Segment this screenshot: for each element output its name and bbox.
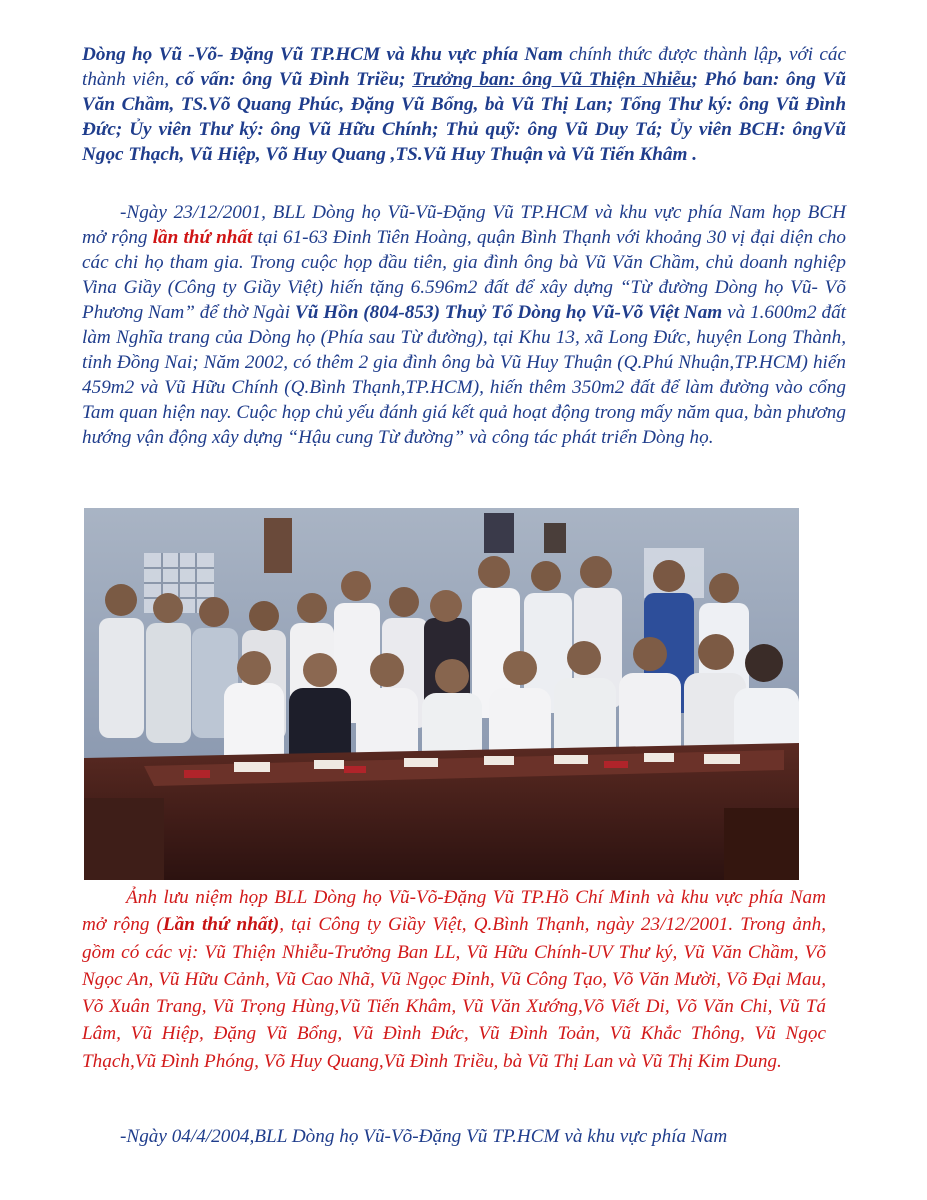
- first-time-highlight: lần thứ nhất: [152, 227, 253, 248]
- photo-caption: [82, 884, 826, 1075]
- founding-paragraph: [82, 42, 846, 167]
- next-meeting-paragraph: [82, 1124, 846, 1149]
- founding-text: chính thức được thành lập: [562, 44, 778, 65]
- meeting-text-2: tại 61-63 Đinh Tiên Hoàng, quận Bình Thạnh với khoảng 30 vị đại diện cho các chi họ tham gia. Trong cuộc họp đầu tiên, gia đình ông bà Vũ Văn Chầm, chủ doanh nghiệp Vina Giầy (Công ty Giầy Việt) hiến tặng 6.596m2 đất để xây dựng “Từ đường Dòng họ Vũ- Võ Phương Nam” để thờ Ngài: [82, 227, 846, 323]
- board-members-text: ; Phó ban: ông Vũ Văn Chầm, TS.Võ Quang Phúc, Đặng Vũ Bổng, bà Vũ Thị Lan; Tổng Thư ký: ông Vũ Đình Đức; Ủy viên Thư ký: ông Vũ Hữu Chính; Thủ quỹ: ông Vũ Duy Tá; Ủy viên BCH: ôngVũ Ngọc Thạch, Vũ Hiệp, Võ Huy Quang ,TS.Vũ Huy Thuận và Vũ Tiến Khâm .: [82, 69, 847, 165]
- meeting-text-3: và 1.600m2 đất làm Nghĩa trang của Dòng họ (Phía sau Từ đường), tại Khu 13, xã Long Đức, huyện Long Thành, tỉnh Đồng Nai; Năm 2002, có thêm 2 gia đình ông bà Vũ Huy Thuận (Q.Phú Nhuận,TP.HCM) hiến 459m2 và Vũ Hữu Chính (Q.Bình Thạnh,TP.HCM), hiến thêm 350m2 đất để làm đường vào cổng Tam quan hiện nay. Cuộc họp chủ yếu đánh giá kết quả hoạt động trong mấy năm qua, bàn phương hướng vận động xây dựng “Hậu cung Từ đường” và công tác phát triển Dòng họ.: [82, 302, 846, 448]
- meeting-paragraph: [82, 200, 846, 450]
- members-intro: với các thành viên,: [82, 44, 846, 90]
- next-meeting-text: -Ngày 04/4/2004,BLL Dòng họ Vũ-Võ-Đặng Vũ TP.HCM và khu vực phía Nam: [120, 1126, 728, 1147]
- ancestor-name-bold: Vũ Hồn (804-853) Thuỷ Tổ Dòng họ Vũ-Võ Việt Nam: [294, 302, 723, 323]
- group-photo: [84, 508, 799, 880]
- clan-name-bold: Dòng họ Vũ -Võ- Đặng Vũ TP.HCM và khu vực phía Nam: [82, 44, 563, 65]
- caption-first-time: Lần thứ nhất): [162, 914, 280, 936]
- meeting-text-1: -Ngày 23/12/2001, BLL Dòng họ Vũ-Vũ-Đặng Vũ TP.HCM và khu vực phía Nam họp BCH mở rộng: [82, 202, 846, 248]
- advisor-text: cố vấn: ông Vũ Đình Triều;: [175, 69, 413, 90]
- head-of-board-text: Trưởng ban: ông Vũ Thiện Nhiễu: [412, 69, 692, 90]
- comma-bold: ,: [777, 44, 783, 65]
- caption-text-1: Ảnh lưu niệm họp BLL Dòng họ Vũ-Võ-Đặng Vũ TP.Hồ Chí Minh và khu vực phía Nam mở rộng (: [82, 887, 826, 936]
- caption-text-2: , tại Công ty Giầy Việt, Q.Bình Thạnh, ngày 23/12/2001. Trong ảnh, gồm có các vị: Vũ Thiện Nhiễu-Trưởng Ban LL, Vũ Hữu Chính-UV Thư ký, Vũ Văn Chầm, Võ Ngọc An, Vũ Hữu Cảnh, Vũ Cao Nhã, Vũ Ngọc Đỉnh, Vũ Công Tạo, Võ Văn Mười, Võ Đại Mau, Võ Xuân Trang, Vũ Trọng Hùng,Vũ Tiến Khâm, Vũ Văn Xướng,Võ Viết Di, Võ Văn Chi, Vũ Tá Lâm, Vũ Hiệp, Đặng Vũ Bổng, Vũ Đình Đức, Vũ Đình Toản, Vũ Khắc Thông, Vũ Ngọc Thạch,Vũ Đình Phóng, Võ Huy Quang,Vũ Đình Triều, bà Vũ Thị Lan và Vũ Thị Kim Dung.: [82, 914, 827, 1072]
